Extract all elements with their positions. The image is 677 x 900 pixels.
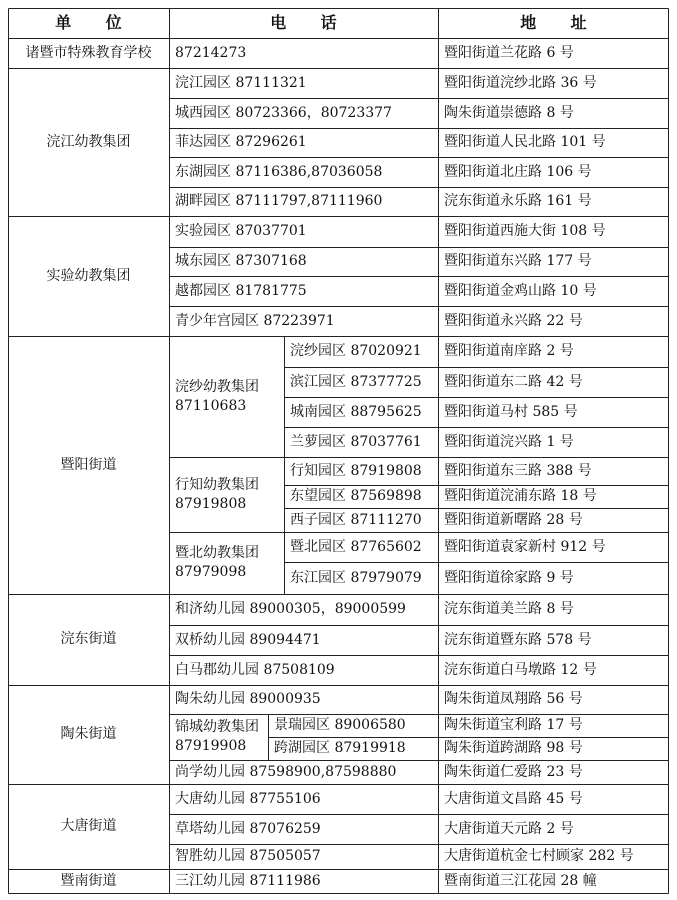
unit-jinan-street: 暨南街道 [60, 873, 117, 890]
header-phone: 电 话 [270, 13, 352, 33]
phone-cell: 浣纱园区 87020921 [290, 343, 422, 360]
phone-cell: 白马郡幼儿园 87508109 [175, 661, 335, 678]
subgroup-huansha-phone: 87110683 [175, 397, 247, 414]
address-cell: 大唐街道文昌路 45 号 [444, 790, 583, 807]
address-cell: 暨阳街道浣浦东路 18 号 [444, 488, 597, 505]
phone-cell: 湖畔园区 87111797,87111960 [175, 193, 383, 210]
address-cell: 暨阳街道金鸡山路 10 号 [444, 282, 597, 299]
subgroup-jibei [169, 532, 284, 594]
phone-cell: 兰萝园区 87037761 [290, 433, 422, 450]
phone-cell: 越都园区 81781775 [175, 282, 307, 299]
unit-special-school: 诸暨市特殊教育学校 [25, 44, 152, 61]
phone-cell: 行知园区 87919808 [290, 462, 422, 479]
phone-cell: 和济幼儿园 89000305，89000599 [175, 601, 406, 618]
phone-cell: 三江幼儿园 87111986 [175, 873, 321, 890]
unit-huanjiang-group: 浣江幼教集团 [46, 133, 131, 150]
subgroup-jibei-name: 暨北幼教集团 [175, 545, 259, 562]
phone-cell: 滨江园区 87377725 [290, 373, 422, 390]
address-cell: 陶朱街道仁爱路 23 号 [444, 763, 583, 780]
address-cell: 大唐街道天元路 2 号 [444, 820, 574, 837]
phone-cell: 东湖园区 87116386,87036058 [175, 163, 383, 180]
unit-jiyang-street: 暨阳街道 [60, 456, 117, 473]
phone-cell: 暨北园区 87765602 [290, 538, 422, 555]
header-address: 地 址 [520, 13, 602, 33]
address-cell: 浣东街道白马墩路 12 号 [444, 661, 597, 678]
subgroup-jincheng-phone: 87919908 [175, 738, 247, 754]
phone-cell: 城西园区 80723366，80723377 [175, 104, 392, 121]
phone-cell: 陶朱幼儿园 89000935 [175, 691, 321, 708]
address-cell: 暨阳街道人民北路 101 号 [444, 134, 606, 151]
subgroup-huansha [169, 336, 284, 457]
phone-cell: 东江园区 87979079 [290, 569, 422, 586]
phone-cell: 尚学幼儿园 87598900,87598880 [175, 763, 397, 780]
unit-shiyan-group: 实验幼教集团 [46, 267, 131, 284]
address-cell: 暨阳街道南庠路 2 号 [444, 343, 574, 360]
phone-cell: 双桥幼儿园 89094471 [175, 631, 321, 648]
address-cell: 暨阳街道兰花路 6 号 [444, 44, 574, 61]
address-cell: 暨阳街道徐家路 9 号 [444, 569, 574, 586]
address-cell: 暨阳街道新曙路 28 号 [444, 511, 583, 528]
phone-cell: 城东园区 87307168 [175, 253, 307, 270]
address-cell: 暨阳街道西施大街 108 号 [444, 223, 606, 240]
phone-cell: 城南园区 88795625 [290, 403, 422, 420]
unit-huandong-street: 浣东街道 [60, 631, 117, 648]
address-cell: 陶朱街道崇德路 8 号 [444, 104, 574, 121]
address-cell: 暨阳街道浣兴路 1 号 [444, 433, 574, 450]
subgroup-xingzhi-name: 行知幼教集团 [175, 476, 259, 493]
address-cell: 暨阳街道袁家新村 912 号 [444, 538, 606, 555]
subgroup-xingzhi-phone: 87919808 [175, 495, 247, 512]
address-cell: 陶朱街道凤翔路 56 号 [444, 691, 583, 708]
address-cell: 浣东街道永乐路 161 号 [444, 193, 592, 210]
phone-cell: 景瑞园区 89006580 [274, 717, 406, 734]
phone-cell: 西子园区 87111270 [290, 511, 422, 528]
header-unit: 单 位 [55, 13, 137, 33]
subgroup-xingzhi [169, 457, 284, 532]
address-cell: 暨阳街道东三路 388 号 [444, 462, 592, 479]
address-cell: 暨阳街道永兴路 22 号 [444, 312, 583, 329]
unit-datang-street: 大唐街道 [60, 818, 117, 835]
address-cell: 暨阳街道马村 585 号 [444, 403, 578, 420]
address-cell: 大唐街道杭金七村顾家 282 号 [444, 848, 634, 865]
address-cell: 暨阳街道浣纱北路 36 号 [444, 74, 597, 91]
subgroup-jincheng-name: 锦城幼教集团 [175, 719, 259, 736]
subgroup-jibei-phone: 87979098 [175, 564, 247, 580]
subgroup-jincheng [169, 714, 268, 760]
phone-cell: 87214273 [175, 44, 247, 61]
address-cell: 暨阳街道东二路 42 号 [444, 373, 583, 390]
address-cell: 浣东街道暨东路 578 号 [444, 631, 592, 648]
subgroup-huansha-name: 浣纱幼教集团 [175, 378, 259, 395]
address-cell: 暨南街道三江花园 28 幢 [444, 873, 597, 890]
phone-cell: 智胜幼儿园 87505057 [175, 848, 321, 865]
address-cell: 陶朱街道跨湖路 98 号 [444, 740, 583, 757]
phone-cell: 菲达园区 87296261 [175, 134, 307, 151]
phone-cell: 跨湖园区 87919918 [274, 740, 406, 757]
phone-cell: 草塔幼儿园 87076259 [175, 820, 321, 837]
phone-cell: 大唐幼儿园 87755106 [175, 790, 321, 807]
phone-cell: 青少年宫园区 87223971 [175, 312, 335, 329]
contact-table [8, 8, 669, 894]
address-cell: 暨阳街道北庄路 106 号 [444, 163, 592, 180]
address-cell: 浣东街道美兰路 8 号 [444, 601, 574, 618]
unit-taozhu-street: 陶朱街道 [60, 726, 117, 743]
address-cell: 暨阳街道东兴路 177 号 [444, 253, 592, 270]
phone-cell: 浣江园区 87111321 [175, 74, 307, 91]
phone-cell: 实验园区 87037701 [175, 223, 307, 240]
phone-cell: 东望园区 87569898 [290, 488, 422, 505]
address-cell: 陶朱街道宝利路 17 号 [444, 717, 583, 734]
